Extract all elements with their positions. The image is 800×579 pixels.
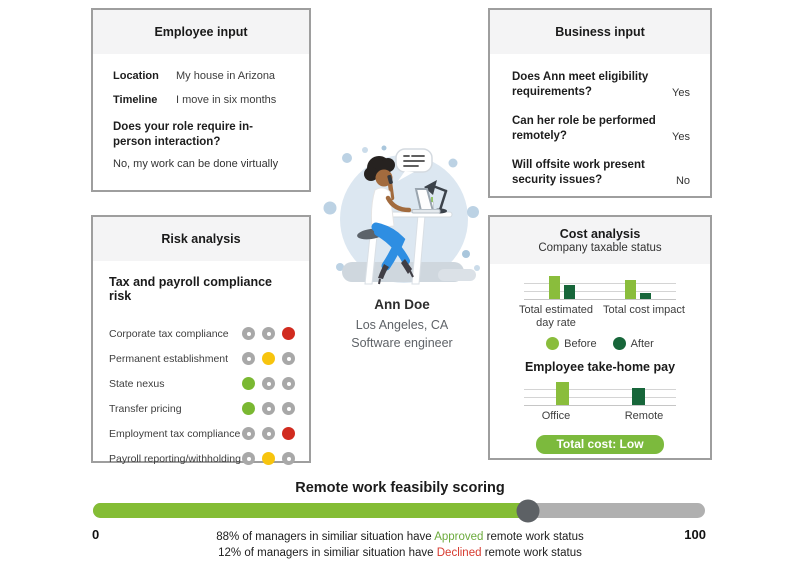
risk-dot bbox=[262, 327, 275, 340]
chart-legend bbox=[490, 337, 710, 350]
risk-dot bbox=[282, 402, 295, 415]
profile-role: Software engineer bbox=[351, 336, 453, 350]
risk-dot bbox=[242, 402, 255, 415]
risk-level-indicator bbox=[242, 327, 295, 340]
stat-text: 12% of managers in similiar situation have bbox=[218, 547, 437, 559]
employee-input-header bbox=[93, 10, 309, 54]
employee-input-body bbox=[93, 54, 309, 170]
legend-label-before: Before bbox=[564, 337, 597, 350]
panel-employee-input bbox=[91, 8, 311, 192]
cost-analysis-title: Cost analysis bbox=[559, 227, 641, 241]
profile-location: Los Angeles, CA bbox=[355, 318, 449, 332]
risk-dot bbox=[282, 377, 295, 390]
risk-dot bbox=[242, 427, 255, 440]
field-label-timeline: Timeline bbox=[113, 94, 158, 106]
bar-group-office bbox=[556, 382, 569, 405]
business-answer: Yes bbox=[672, 87, 690, 99]
stat-text: 88% of managers in similiar situation have bbox=[216, 531, 435, 543]
risk-label: Transfer pricing bbox=[109, 402, 182, 415]
profile-name: Ann Doe bbox=[374, 297, 430, 312]
risk-label: Permanent establishment bbox=[109, 352, 229, 365]
business-answer: Yes bbox=[672, 131, 690, 143]
bar-group-day-rate bbox=[549, 276, 575, 299]
risk-analysis-title: Risk analysis bbox=[161, 232, 241, 246]
take-home-pay-chart bbox=[524, 382, 676, 406]
risk-row bbox=[109, 402, 295, 415]
panel-risk-analysis bbox=[91, 215, 311, 463]
chart-gridlines bbox=[524, 276, 676, 300]
panel-cost-analysis bbox=[488, 215, 712, 460]
category-label-remote: Remote bbox=[624, 410, 664, 422]
risk-dot bbox=[242, 377, 255, 390]
business-question-row bbox=[512, 70, 690, 100]
employee-question: Does your role require in-person interaction? bbox=[113, 121, 253, 148]
risk-dot bbox=[262, 352, 275, 365]
cost-analysis-subtitle: Company taxable status bbox=[538, 242, 662, 254]
risk-dot bbox=[262, 377, 275, 390]
risk-level-indicator bbox=[242, 377, 295, 390]
profile-card bbox=[318, 297, 486, 352]
business-input-title: Business input bbox=[555, 25, 645, 39]
legend-label-after: After bbox=[630, 337, 654, 350]
risk-analysis-header bbox=[93, 217, 309, 261]
field-row-location bbox=[113, 70, 289, 82]
panel-business-input bbox=[488, 8, 712, 198]
chart-category-labels bbox=[512, 410, 688, 423]
risk-analysis-body bbox=[93, 261, 309, 465]
category-label-cost-impact: Total cost impact bbox=[603, 304, 685, 316]
stat-text: remote work status bbox=[481, 547, 582, 559]
risk-dot bbox=[282, 352, 295, 365]
cost-analysis-header bbox=[490, 217, 710, 264]
risk-dot bbox=[262, 452, 275, 465]
legend-swatch-before-icon bbox=[546, 337, 559, 350]
risk-level-indicator bbox=[242, 352, 295, 365]
bar-group-remote bbox=[632, 382, 645, 405]
category-label-day-rate: Total estimated day rate bbox=[519, 304, 593, 329]
risk-level-indicator bbox=[242, 402, 295, 415]
risk-level-indicator bbox=[242, 427, 295, 440]
field-value-location: My house in Arizona bbox=[176, 70, 276, 82]
business-input-body bbox=[490, 54, 710, 188]
slider-track[interactable] bbox=[93, 503, 705, 518]
chart-gridlines bbox=[524, 382, 676, 406]
legend-swatch-after-icon bbox=[613, 337, 626, 350]
employee-input-title: Employee input bbox=[154, 25, 248, 39]
risk-level-indicator bbox=[242, 452, 295, 465]
business-question: Will offsite work present security issues? bbox=[512, 159, 645, 186]
risk-dot bbox=[282, 452, 295, 465]
risk-row bbox=[109, 327, 295, 340]
category-label-office: Office bbox=[541, 410, 571, 422]
feasibility-slider[interactable] bbox=[93, 503, 705, 518]
risk-label: Corporate tax compliance bbox=[109, 327, 229, 340]
illustration-remote-worker bbox=[320, 138, 486, 290]
bar-after-cost-impact bbox=[640, 293, 651, 299]
stat-line-declined bbox=[0, 545, 800, 561]
risk-heading: Tax and payroll compliance risk bbox=[109, 275, 273, 303]
business-input-header bbox=[490, 10, 710, 54]
field-value-timeline: I move in six months bbox=[176, 94, 277, 106]
stat-highlight-approved: Approved bbox=[434, 531, 484, 543]
bar-before-cost-impact bbox=[625, 280, 636, 299]
risk-label: Payroll reporting/withholding bbox=[109, 452, 241, 465]
field-row-timeline bbox=[113, 94, 289, 106]
stat-highlight-declined: Declined bbox=[436, 547, 482, 559]
business-question-row bbox=[512, 158, 690, 188]
chart-category-labels bbox=[512, 304, 688, 330]
bar-group-cost-impact bbox=[625, 276, 651, 299]
risk-label: Employment tax compliance bbox=[109, 427, 241, 440]
risk-row bbox=[109, 377, 295, 390]
business-answer: No bbox=[675, 175, 690, 187]
scoring-title: Remote work feasibily scoring bbox=[295, 480, 505, 496]
cost-analysis-body bbox=[490, 264, 710, 454]
risk-dot bbox=[262, 427, 275, 440]
bar-after-day-rate bbox=[564, 285, 575, 299]
bar-before-day-rate bbox=[549, 276, 560, 299]
risk-dot bbox=[242, 327, 255, 340]
slider-handle[interactable] bbox=[516, 499, 539, 522]
manager-stats bbox=[0, 529, 800, 561]
risk-dot bbox=[282, 327, 295, 340]
risk-dot bbox=[242, 352, 255, 365]
risk-dot bbox=[262, 402, 275, 415]
slider-max-label: 100 bbox=[684, 527, 706, 542]
slider-min-label: 0 bbox=[92, 527, 100, 542]
business-question: Does Ann meet eligibility requirements? bbox=[512, 71, 649, 98]
bar-office bbox=[556, 382, 569, 405]
business-question: Can her role be performed remotely? bbox=[512, 115, 656, 142]
legend-item-after bbox=[613, 337, 654, 350]
bar-remote bbox=[632, 388, 645, 405]
risk-row bbox=[109, 427, 295, 440]
taxable-status-chart bbox=[524, 276, 676, 300]
slider-fill bbox=[93, 503, 528, 518]
take-home-pay-heading: Employee take-home pay bbox=[524, 360, 676, 374]
risk-label: State nexus bbox=[109, 377, 165, 390]
stat-line-approved bbox=[0, 529, 800, 545]
business-question-row bbox=[512, 114, 690, 144]
risk-dot bbox=[282, 427, 295, 440]
legend-item-before bbox=[546, 337, 596, 350]
field-label-location: Location bbox=[113, 70, 159, 82]
risk-row bbox=[109, 352, 295, 365]
stat-text: remote work status bbox=[483, 531, 584, 543]
total-cost-badge: Total cost: Low bbox=[536, 435, 664, 454]
employee-answer: No, my work can be done virtually bbox=[113, 158, 279, 170]
risk-row bbox=[109, 452, 295, 465]
risk-dot bbox=[242, 452, 255, 465]
